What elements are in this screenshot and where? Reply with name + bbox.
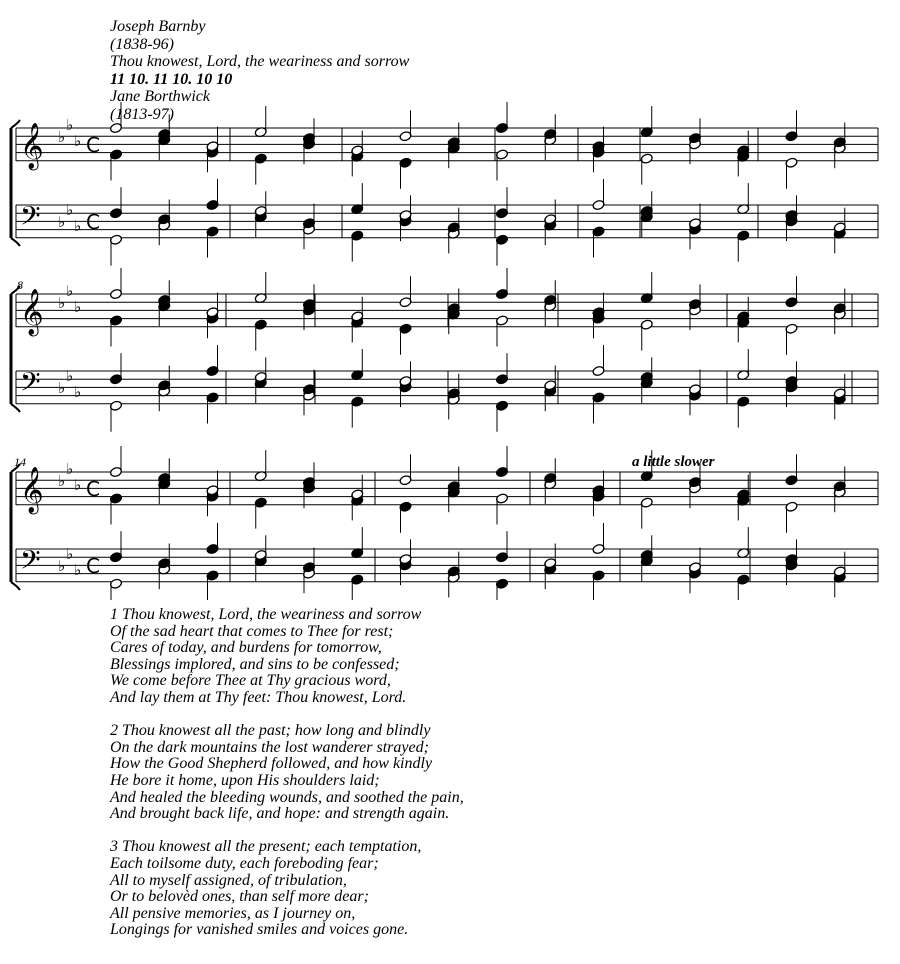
flat-icon: ♭ xyxy=(74,383,82,401)
flat-icon: ♭ xyxy=(66,367,74,385)
time-signature-icon: C xyxy=(86,133,100,157)
verse-line: 3 Thou knowest all the present; each temptation, xyxy=(110,838,422,856)
verse-line: How the Good Shepherd followed, and how kindly xyxy=(110,755,433,773)
system-brace xyxy=(11,404,20,412)
flat-icon: ♭ xyxy=(58,128,66,146)
flat-icon: ♭ xyxy=(66,460,74,478)
verse-line: Or to belovèd ones, than self more dear; xyxy=(110,888,369,906)
verse-line: Of the sad heart that comes to Thee for rest; xyxy=(110,622,394,640)
composer-name: Joseph Barnby xyxy=(110,18,206,35)
verse-line: All to myself assigned, of tribulation, xyxy=(110,871,347,889)
verse-line: He bore it home, upon His shoulders laid; xyxy=(110,771,380,789)
flat-icon: ♭ xyxy=(66,545,74,563)
verse-line: All pensive memories, as I journey on, xyxy=(110,904,356,922)
verse-3 xyxy=(110,839,464,939)
verses xyxy=(110,607,464,955)
verse-line: We come before Thee at Thy gracious word, xyxy=(110,672,391,690)
flat-icon: ♭ xyxy=(58,379,66,397)
flat-icon: ♭ xyxy=(58,294,66,312)
verse-line: Cares of today, and burdens for tomorrow, xyxy=(110,639,382,657)
flat-icon: ♭ xyxy=(66,282,74,300)
verse-line: And brought back life, and hope: and strength again. xyxy=(110,805,450,823)
flat-icon: ♭ xyxy=(74,298,82,316)
flat-icon: ♭ xyxy=(58,472,66,490)
system-brace xyxy=(11,238,20,246)
verse-line: 1 Thou knowest, Lord, the weariness and sorrow xyxy=(110,606,422,623)
flat-icon: ♭ xyxy=(58,213,66,231)
verse-2 xyxy=(110,723,464,823)
flat-icon: ♭ xyxy=(58,557,66,575)
bass-clef-icon: 𝄢 xyxy=(20,200,41,238)
time-signature-icon: C xyxy=(86,210,100,234)
system-brace xyxy=(11,582,20,590)
bass-clef-icon: 𝄢 xyxy=(20,544,41,582)
time-signature-icon: C xyxy=(86,477,100,501)
verse-line: Each toilsome duty, each foreboding fear; xyxy=(110,854,379,872)
bass-clef-icon: 𝄢 xyxy=(20,366,41,404)
verse-1 xyxy=(110,607,464,707)
author-name: Jane Borthwick xyxy=(110,88,210,106)
tempo-marking: a little slower xyxy=(632,454,715,470)
flat-icon: ♭ xyxy=(66,116,74,134)
flat-icon: ♭ xyxy=(74,217,82,235)
flat-icon: ♭ xyxy=(74,132,82,150)
verse-line: And healed the bleeding wounds, and soothed the pain, xyxy=(110,788,464,806)
verse-line: And lay them at Thy feet: Thou knowest, Lord. xyxy=(110,688,407,706)
verse-line: Blessings implored, and sins to be confessed; xyxy=(110,655,400,673)
hymn-title: Thou knowest, Lord, the weariness and sorrow xyxy=(110,53,410,71)
verse-line: On the dark mountains the lost wanderer strayed; xyxy=(110,738,429,756)
time-signature-icon: C xyxy=(86,554,100,578)
treble-clef-icon: 𝄞 xyxy=(20,467,44,513)
flat-icon: ♭ xyxy=(66,201,74,219)
treble-clef-icon: 𝄞 xyxy=(20,123,44,169)
verse-line: 2 Thou knowest all the past; how long and blindly xyxy=(110,722,431,740)
flat-icon: ♭ xyxy=(74,561,82,579)
hymn-meter: 11 10. 11 10. 10 10 xyxy=(110,70,233,88)
composer-dates: (1838-96) xyxy=(110,35,174,53)
flat-icon: ♭ xyxy=(74,476,82,494)
measure-number-8: 8 xyxy=(17,278,23,292)
treble-clef-icon: 𝄞 xyxy=(20,289,44,335)
system-brace xyxy=(11,120,20,128)
author-dates: (1813-97) xyxy=(110,105,174,123)
measure-number-14: 14 xyxy=(14,455,26,469)
verse-line: Longings for vanished smiles and voices gone. xyxy=(110,921,409,939)
